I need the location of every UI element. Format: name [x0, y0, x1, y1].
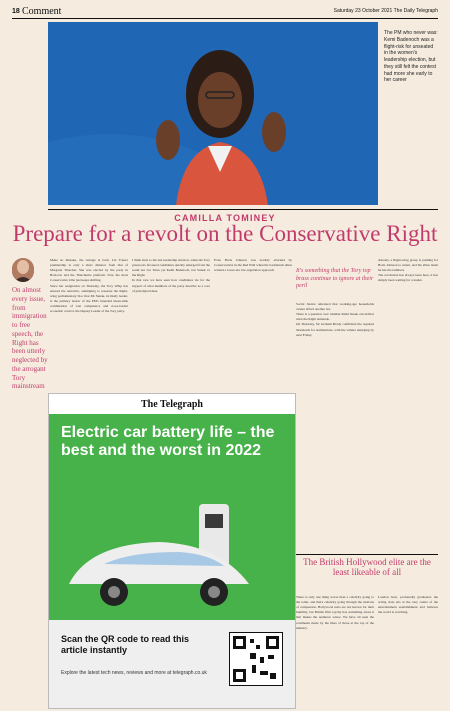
paragraph: On Thursday, Sir Graham Brady confirmed the required thresholds for nominations, with the winner emerging by next Friday. — [296, 322, 374, 337]
paragraph: I think back to the last leadership election, when the Tory grassroots favoured candidates quickly emerged from the south not Liz Truss yet Kemi Badenoch, but Sunak vs the Right. — [132, 258, 210, 278]
advertisement[interactable] — [48, 393, 296, 709]
article-column — [296, 595, 374, 707]
second-headline: The British Hollywood elite are the least likeable of all — [303, 557, 431, 578]
headline: Prepare for a revolt on the Conservative Right — [12, 221, 438, 246]
ad-subtext: Explore the latest tech news, reviews and more at telegraph.co.uk — [61, 670, 207, 676]
article-column — [214, 258, 292, 388]
article-column — [378, 595, 438, 707]
author-photo-illustration — [12, 258, 34, 282]
paragraph: There is a question over whether Rishi Sunak can deliver what the Right demands. — [296, 312, 374, 322]
car-charging-illustration — [49, 494, 295, 620]
headline-rule — [48, 209, 438, 210]
paragraph: Already, a Right-wing group is pushing for Boris Johnson to return, and his allies insist he has the numbers. — [378, 258, 438, 273]
article-column — [50, 258, 128, 388]
hero-caption: The PM who never was: Kemi Badenoch was a flight-risk for unseated in the women's leadership election, but they still felt the contest had more she early to her career — [384, 30, 438, 84]
qr-code-icon — [230, 633, 282, 685]
paragraph: Since her resignation on Thursday, the Tory Whip has entered the narrative, attempting to reassure the Right-wing parliamentary bloc that Mr Sunak, its likely leader, is the primary bearer of the PM's intended mean-time combination of vast competence and cross-border economic control, the Deputy Leader of the Tory party. — [50, 283, 128, 314]
paragraph: London born, profoundly graduated, the acting class sits at the very centre of the entertainment establishment and believes the world is watching. — [378, 595, 438, 615]
paragraph: Make no mistake, the outrage is back. Liz Truss's premiership is only a short distance from that of Margaret Thatcher. She was elected by the party in Bolsover and the Thatcherite platform. Now the most Conservative tribe just keeps shifting. — [50, 258, 128, 283]
paragraph: The revolution has always been here, it has simply been waiting for a leader. — [378, 273, 438, 283]
article-column — [296, 302, 374, 552]
ad-logo: The Telegraph — [141, 399, 203, 410]
paragraph: There is only one thing worse than a celebrity going to the toilet, and that's celebrity going through the motions of compassion. Hollywood stars are not known for their humility, but British film royalty has something about it that makes the audience wince. We have all seen the comments made by the likes of those at the top of the industry. — [296, 595, 374, 630]
section-rule — [296, 554, 438, 555]
inline-quote: It's something that the Tory top brass continue to ignore at their peril — [296, 268, 374, 289]
byline: CAMILLA TOMINEY — [174, 213, 276, 223]
pull-quote: On almost every issue, from immigration to free speech, the Right has been utterly neglected by the arrogant Tory mainstream — [12, 286, 48, 391]
ad-title: Electric car battery life – the best and the worst in 2022 — [61, 424, 275, 460]
top-rule — [12, 18, 438, 19]
hero-photo-illustration — [48, 22, 378, 205]
paragraph: Social Justice reiterated that working-age households cannot afford another tax. — [296, 302, 374, 312]
ad-footer — [49, 620, 295, 708]
article-column — [378, 258, 438, 588]
qr-code[interactable] — [229, 632, 283, 686]
dateline: Saturday 23 October 2021 The Daily Telegraph — [333, 8, 438, 14]
author-photo — [12, 258, 34, 282]
article-column — [132, 258, 210, 388]
hero-photo — [48, 22, 378, 205]
ad-banner — [49, 414, 295, 620]
section-title: Comment — [22, 6, 62, 17]
paragraph: In that race we have seen how candidates vie for the support of what members of the party describe as a core of principled ideas. — [132, 278, 210, 293]
page-number: 18 — [12, 8, 20, 15]
paragraph: Even Boris Johnson was notably attacked by Conservatives in the Red Wall when his backbench allies wanted a lower-tax low-regulation approach. — [214, 258, 292, 273]
ad-cta[interactable]: Scan the QR code to read this article instantly — [61, 634, 190, 655]
